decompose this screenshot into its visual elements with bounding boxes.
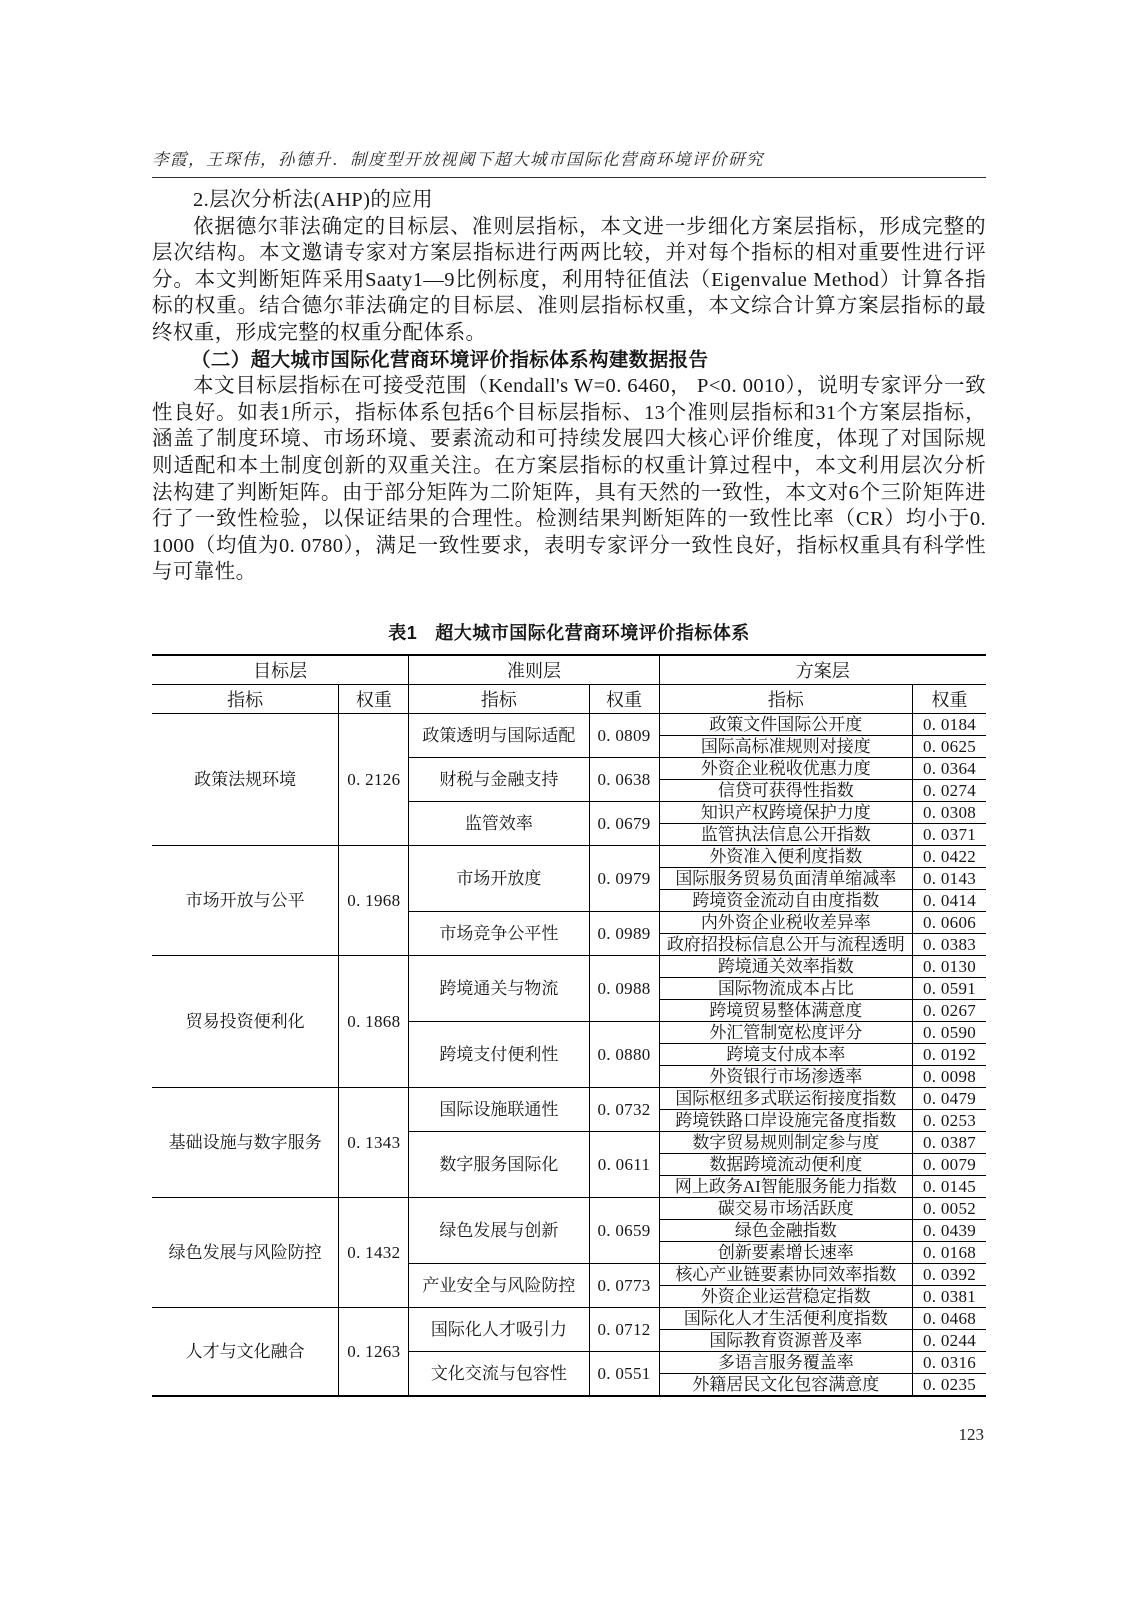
scheme-indicator-cell: 国际服务贸易负面清单缩减率 [659, 867, 913, 889]
target-weight-cell: 0. 1968 [339, 845, 409, 955]
scheme-weight-cell: 0. 0383 [913, 933, 986, 955]
scheme-weight-cell: 0. 0274 [913, 779, 986, 801]
scheme-indicator-cell: 外资企业税收优惠力度 [659, 757, 913, 779]
scheme-weight-cell: 0. 0184 [913, 713, 986, 735]
target-indicator-cell: 绿色发展与风险防控 [152, 1197, 339, 1307]
scheme-indicator-cell: 碳交易市场活跃度 [659, 1197, 913, 1219]
scheme-weight-cell: 0. 0316 [913, 1351, 986, 1373]
scheme-indicator-cell: 外资银行市场渗透率 [659, 1065, 913, 1087]
paragraph-results: 本文目标层指标在可接受范围（Kendall's W=0. 6460， P<0. 0010），说明专家评分一致性良好。如表1所示，指标体系包括6个目标层指标、13个准则层指标和31个方案层指标，涵盖了制度环境、市场环境、要素流动和可持续发展四大核心评价维度，体现了对国际规则适配和本土制度创新的双重关注。在方案层指标的权重计算过程中，本文利用层次分析法构建了判断矩阵。由于部分矩阵为二阶矩阵，具有天然的一致性，本文对6个三阶矩阵进行了一致性检验，以保证结果的合理性。检测结果判断矩阵的一致性比率（CR）均小于0. 1000（均值为0. 0780），满足一致性要求，表明专家评分一致性良好，指标权重具有科学性与可靠性。 [152, 375, 986, 584]
subheader-criterion-weight: 权重 [589, 684, 659, 713]
scheme-weight-cell: 0. 0235 [913, 1373, 986, 1396]
target-indicator-cell: 政策法规环境 [152, 713, 339, 845]
scheme-weight-cell: 0. 0422 [913, 845, 986, 867]
header-rule [152, 177, 986, 178]
criterion-indicator-cell: 国际设施联通性 [409, 1087, 589, 1131]
scheme-indicator-cell: 数字贸易规则制定参与度 [659, 1131, 913, 1153]
scheme-weight-cell: 0. 0625 [913, 735, 986, 757]
scheme-indicator-cell: 政策文件国际公开度 [659, 713, 913, 735]
scheme-weight-cell: 0. 0308 [913, 801, 986, 823]
scheme-indicator-cell: 跨境铁路口岸设施完备度指数 [659, 1109, 913, 1131]
scheme-indicator-cell: 外籍居民文化包容满意度 [659, 1373, 913, 1396]
scheme-indicator-cell: 政府招投标信息公开与流程透明 [659, 933, 913, 955]
scheme-weight-cell: 0. 0143 [913, 867, 986, 889]
criterion-indicator-cell: 国际化人才吸引力 [409, 1307, 589, 1351]
criterion-weight-cell: 0. 0989 [589, 911, 659, 955]
subheader-scheme-indicator: 指标 [659, 684, 913, 713]
body-text [152, 187, 986, 586]
criterion-indicator-cell: 监管效率 [409, 801, 589, 845]
scheme-indicator-cell: 监管执法信息公开指数 [659, 823, 913, 845]
scheme-indicator-cell: 国际高标准规则对接度 [659, 735, 913, 757]
criterion-indicator-cell: 绿色发展与创新 [409, 1197, 589, 1263]
table-row [152, 1307, 986, 1329]
scheme-weight-cell: 0. 0098 [913, 1065, 986, 1087]
scheme-indicator-cell: 多语言服务覆盖率 [659, 1351, 913, 1373]
scheme-indicator-cell: 数据跨境流动便利度 [659, 1153, 913, 1175]
table-row [152, 955, 986, 977]
table-row [152, 1197, 986, 1219]
criterion-indicator-cell: 市场竞争公平性 [409, 911, 589, 955]
scheme-weight-cell: 0. 0381 [913, 1285, 986, 1307]
scheme-weight-cell: 0. 0130 [913, 955, 986, 977]
target-weight-cell: 0. 1868 [339, 955, 409, 1087]
scheme-weight-cell: 0. 0267 [913, 999, 986, 1021]
scheme-indicator-cell: 网上政务AI智能服务能力指数 [659, 1175, 913, 1197]
scheme-weight-cell: 0. 0364 [913, 757, 986, 779]
section-heading: （二）超大城市国际化营商环境评价指标体系构建数据报告 [191, 348, 709, 371]
target-indicator-cell: 市场开放与公平 [152, 845, 339, 955]
page-number: 123 [958, 1424, 984, 1444]
scheme-indicator-cell: 跨境贸易整体满意度 [659, 999, 913, 1021]
scheme-indicator-cell: 外资准入便利度指数 [659, 845, 913, 867]
table-body [152, 713, 986, 1396]
scheme-indicator-cell: 外资企业运营稳定指数 [659, 1285, 913, 1307]
table-header [152, 655, 986, 714]
criterion-indicator-cell: 财税与金融支持 [409, 757, 589, 801]
scheme-weight-cell: 0. 0253 [913, 1109, 986, 1131]
scheme-indicator-cell: 国际物流成本占比 [659, 977, 913, 999]
subheader-target-indicator: 指标 [152, 684, 339, 713]
table-header-row-groups [152, 655, 986, 685]
scheme-weight-cell: 0. 0468 [913, 1307, 986, 1329]
scheme-indicator-cell: 国际枢纽多式联运衔接度指数 [659, 1087, 913, 1109]
scheme-weight-cell: 0. 0371 [913, 823, 986, 845]
criterion-weight-cell: 0. 0659 [589, 1197, 659, 1263]
target-weight-cell: 0. 2126 [339, 713, 409, 845]
criterion-indicator-cell: 跨境支付便利性 [409, 1021, 589, 1087]
target-weight-cell: 0. 1343 [339, 1087, 409, 1197]
target-indicator-cell: 贸易投资便利化 [152, 955, 339, 1087]
criterion-weight-cell: 0. 0880 [589, 1021, 659, 1087]
scheme-weight-cell: 0. 0192 [913, 1043, 986, 1065]
scheme-weight-cell: 0. 0392 [913, 1263, 986, 1285]
ahp-heading: 2.层次分析法(AHP)的应用 [193, 189, 434, 211]
scheme-indicator-cell: 内外资企业税收差异率 [659, 911, 913, 933]
scheme-indicator-cell: 外汇管制宽松度评分 [659, 1021, 913, 1043]
column-group-target: 目标层 [152, 655, 409, 685]
scheme-indicator-cell: 知识产权跨境保护力度 [659, 801, 913, 823]
table-caption-label: 表1 [388, 622, 418, 643]
scheme-weight-cell: 0. 0387 [913, 1131, 986, 1153]
scheme-weight-cell: 0. 0168 [913, 1241, 986, 1263]
scheme-indicator-cell: 跨境支付成本率 [659, 1043, 913, 1065]
subheader-criterion-indicator: 指标 [409, 684, 589, 713]
running-head: 李霞，王琛伟，孙德升．制度型开放视阈下超大城市国际化营商环境评价研究 [152, 150, 764, 169]
scheme-weight-cell: 0. 0606 [913, 911, 986, 933]
criterion-indicator-cell: 市场开放度 [409, 845, 589, 911]
scheme-weight-cell: 0. 0145 [913, 1175, 986, 1197]
target-indicator-cell: 基础设施与数字服务 [152, 1087, 339, 1197]
scheme-indicator-cell: 跨境资金流动自由度指数 [659, 889, 913, 911]
criterion-weight-cell: 0. 0773 [589, 1263, 659, 1307]
target-indicator-cell: 人才与文化融合 [152, 1307, 339, 1396]
criterion-weight-cell: 0. 0551 [589, 1351, 659, 1396]
target-weight-cell: 0. 1263 [339, 1307, 409, 1396]
criterion-indicator-cell: 政策透明与国际适配 [409, 713, 589, 757]
criterion-weight-cell: 0. 0979 [589, 845, 659, 911]
scheme-indicator-cell: 国际化人才生活便利度指数 [659, 1307, 913, 1329]
subheader-scheme-weight: 权重 [913, 684, 986, 713]
criterion-weight-cell: 0. 0712 [589, 1307, 659, 1351]
scheme-weight-cell: 0. 0414 [913, 889, 986, 911]
criterion-weight-cell: 0. 0809 [589, 713, 659, 757]
criterion-weight-cell: 0. 0732 [589, 1087, 659, 1131]
scheme-weight-cell: 0. 0052 [913, 1197, 986, 1219]
criterion-weight-cell: 0. 0988 [589, 955, 659, 1021]
scheme-indicator-cell: 创新要素增长速率 [659, 1241, 913, 1263]
scheme-weight-cell: 0. 0479 [913, 1087, 986, 1109]
table-row [152, 845, 986, 867]
target-weight-cell: 0. 1432 [339, 1197, 409, 1307]
criterion-indicator-cell: 文化交流与包容性 [409, 1351, 589, 1396]
column-group-criterion: 准则层 [409, 655, 659, 685]
scheme-weight-cell: 0. 0244 [913, 1329, 986, 1351]
criterion-weight-cell: 0. 0638 [589, 757, 659, 801]
criterion-indicator-cell: 产业安全与风险防控 [409, 1263, 589, 1307]
table-row [152, 713, 986, 735]
criterion-weight-cell: 0. 0679 [589, 801, 659, 845]
criterion-weight-cell: 0. 0611 [589, 1131, 659, 1197]
table-caption-title: 超大城市国际化营商环境评价指标体系 [435, 622, 750, 643]
subheader-target-weight: 权重 [339, 684, 409, 713]
table-row [152, 1087, 986, 1109]
table-header-row-sub [152, 684, 986, 713]
column-group-scheme: 方案层 [659, 655, 986, 685]
paragraph-method: 依据德尔菲法确定的目标层、准则层指标，本文进一步细化方案层指标，形成完整的层次结构。本文邀请专家对方案层指标进行两两比较，并对每个指标的相对重要性进行评分。本文判断矩阵采用Saaty1—9比例标度，利用特征值法（Eigenvalue Method）计算各指标的权重。结合德尔菲法确定的目标层、准则层指标权重，本文综合计算方案层指标的最终权重，形成完整的权重分配体系。 [152, 215, 986, 344]
scheme-weight-cell: 0. 0079 [913, 1153, 986, 1175]
indicator-table [152, 654, 986, 1397]
criterion-indicator-cell: 跨境通关与物流 [409, 955, 589, 1021]
scheme-indicator-cell: 信贷可获得性指数 [659, 779, 913, 801]
scheme-indicator-cell: 绿色金融指数 [659, 1219, 913, 1241]
scheme-indicator-cell: 跨境通关效率指数 [659, 955, 913, 977]
table-caption [152, 622, 986, 644]
criterion-indicator-cell: 数字服务国际化 [409, 1131, 589, 1197]
scheme-weight-cell: 0. 0439 [913, 1219, 986, 1241]
scheme-indicator-cell: 国际教育资源普及率 [659, 1329, 913, 1351]
scheme-weight-cell: 0. 0590 [913, 1021, 986, 1043]
page-content [152, 0, 986, 1445]
scheme-weight-cell: 0. 0591 [913, 977, 986, 999]
scheme-indicator-cell: 核心产业链要素协同效率指数 [659, 1263, 913, 1285]
